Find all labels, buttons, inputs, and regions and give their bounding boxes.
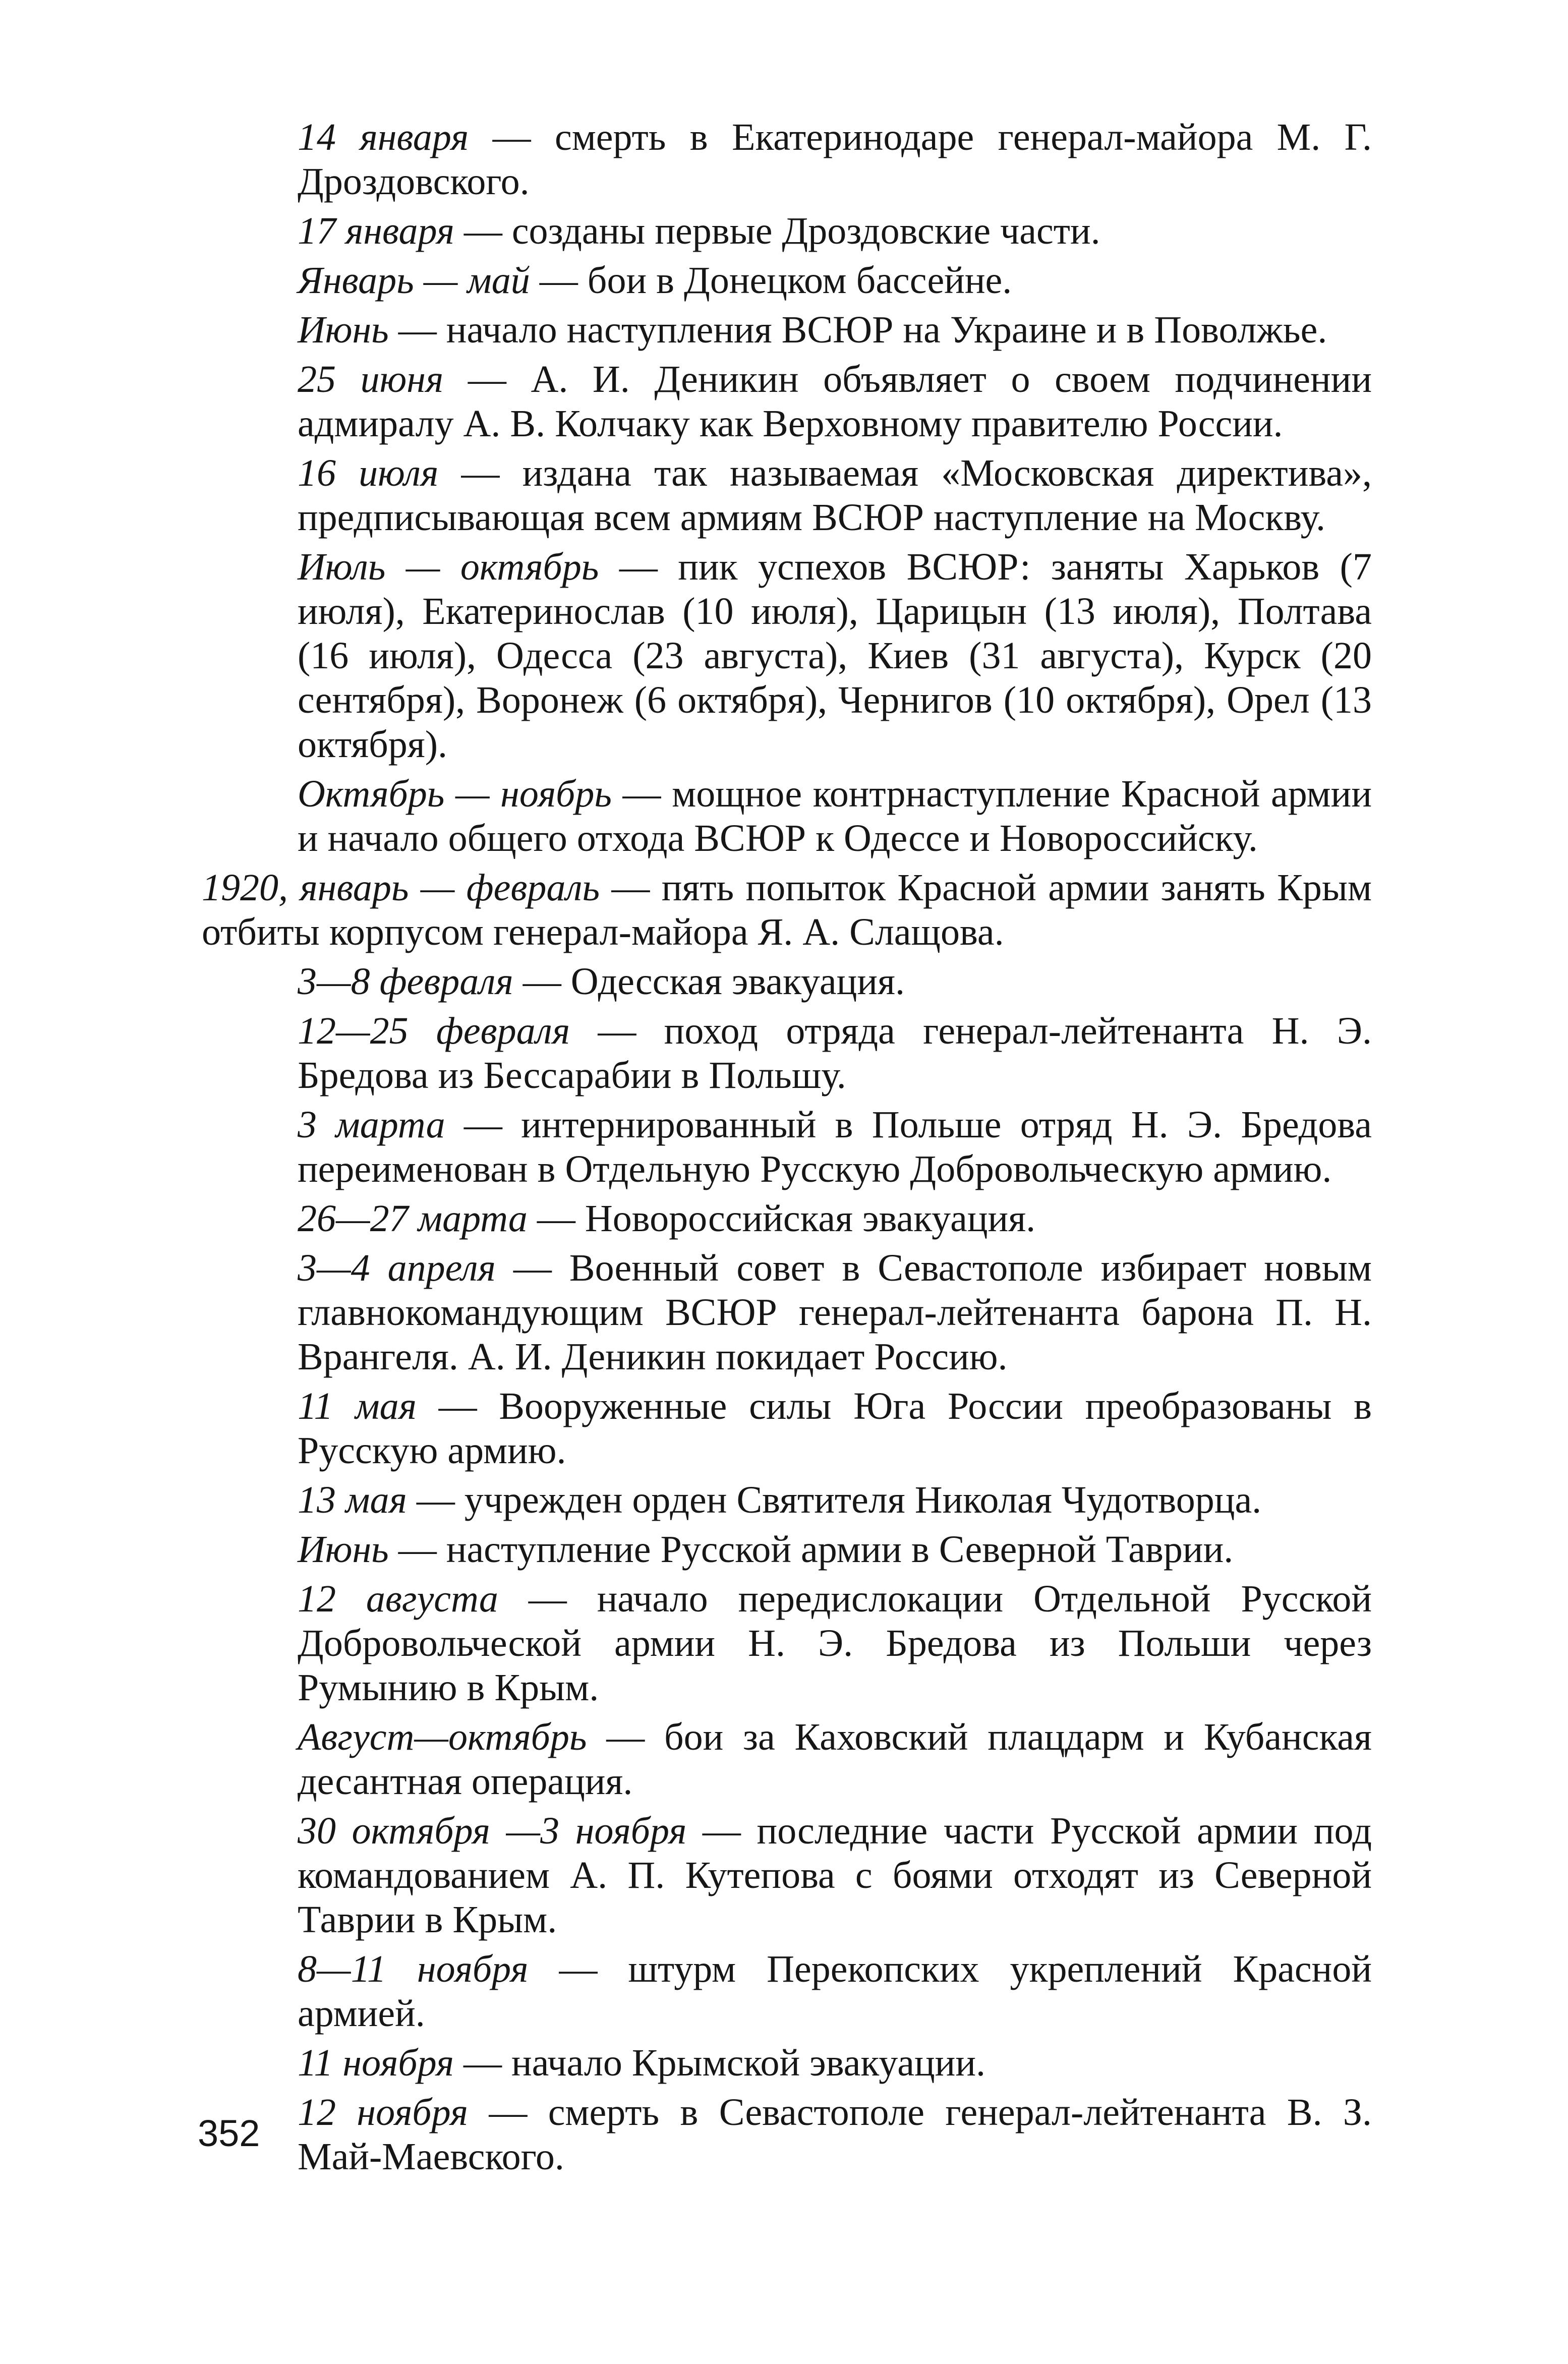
entry-text: — поход отряда генерал-лейтенанта Н. Э. Бредова из Бессарабии в Польшу.	[298, 1010, 1372, 1097]
entry-date: Август—октябрь	[298, 1716, 587, 1758]
entry-date: 1920, январь — февраль	[202, 867, 600, 909]
entry-date: Октябрь — ноябрь	[298, 773, 612, 815]
entry-date: 8—11 ноября	[298, 1948, 529, 1990]
entry-text: — бои за Каховский плацдарм и Кубанская десантная операция.	[298, 1716, 1372, 1803]
entry-date: 3—4 апреля	[298, 1247, 496, 1289]
chronology-year-entry	[202, 866, 1372, 954]
entry-date: 17 января	[298, 210, 454, 252]
chronology-entry	[298, 1196, 1372, 1241]
chronology-entry	[298, 772, 1372, 860]
chronology-entry	[298, 1103, 1372, 1191]
entry-text: — Военный совет в Севастополе избирает новым главнокомандующим ВСЮР генерал-лейтенанта барона П. Н. Врангеля. А. И. Деникин покидает Россию.	[298, 1247, 1372, 1378]
entry-date: 14 января	[298, 116, 469, 158]
chronology-entry	[298, 115, 1372, 204]
entry-date: 12—25 февраля	[298, 1010, 570, 1052]
entry-date: Июнь	[298, 1528, 389, 1571]
entry-text: — бои в Донецком бассейне.	[530, 259, 1012, 302]
entry-text: — интернированный в Польше отряд Н. Э. Бредова переименован в Отдельную Русскую Добровольческую армию.	[298, 1104, 1372, 1190]
entry-text: — издана так называемая «Московская директива», предписывающая всем армиям ВСЮР наступление на Москву.	[298, 452, 1372, 539]
chronology-entry	[298, 308, 1372, 352]
chronology-entry	[298, 1527, 1372, 1572]
entry-date: 3 марта	[298, 1104, 445, 1146]
entry-date: 30 октября —3 ноября	[298, 1810, 687, 1852]
entry-text: — Новороссийская эвакуация.	[527, 1197, 1036, 1240]
entry-text: — учрежден орден Святителя Николая Чудотворца.	[406, 1479, 1262, 1521]
chronology-entry	[298, 209, 1372, 253]
entry-text: — мощное контрнаступление Красной армии и начало общего отхода ВСЮР к Одессе и Новороссийску.	[298, 773, 1372, 859]
entry-date: Июль — октябрь	[298, 546, 599, 588]
entry-text: — смерть в Севастополе генерал-лейтенанта В. З. Май-Маевского.	[298, 2091, 1372, 2178]
entry-date: 11 ноября	[298, 2042, 454, 2084]
entry-date: 11 мая	[298, 1385, 417, 1427]
entry-text: — смерть в Екатеринодаре генерал-майора М. Г. Дроздовского.	[298, 116, 1372, 203]
entry-text: — последние части Русской армии под командованием А. П. Кутепова с боями отходят из Северной Таврии в Крым.	[298, 1810, 1372, 1941]
page-number: 352	[198, 2112, 260, 2154]
entry-text: — начало Крымской эвакуации.	[453, 2042, 985, 2084]
chronology-entry	[298, 1715, 1372, 1804]
entry-text: — начало передислокации Отдельной Русской Добровольческой армии Н. Э. Бредова из Польши через Румынию в Крым.	[298, 1578, 1372, 1709]
chronology-entry	[298, 1009, 1372, 1098]
chronology-entry	[298, 545, 1372, 767]
entry-text: — Вооруженные силы Юга России преобразованы в Русскую армию.	[298, 1385, 1372, 1472]
entry-text: — пик успехов ВСЮР: заняты Харьков (7 июля), Екатеринослав (10 июля), Царицын (13 июля), Полтава (16 июля), Одесса (23 августа), Киев (31 августа), Курск (20 сентября), Воронеж (6 октября), Чернигов (10 октября), Орел (13 октября).	[298, 546, 1372, 766]
entry-date: 3—8 февраля	[298, 960, 513, 1003]
entry-date: 26—27 марта	[298, 1197, 528, 1240]
chronology-entry	[298, 451, 1372, 540]
chronology-entry	[298, 2090, 1372, 2179]
entry-text: — А. И. Деникин объявляет о своем подчинении адмиралу А. В. Колчаку как Верховному правителю России.	[298, 358, 1372, 445]
entry-date: 12 августа	[298, 1578, 498, 1620]
chronology-entry	[298, 1947, 1372, 2036]
entry-date: 13 мая	[298, 1479, 407, 1521]
entry-text: — пять попыток Красной армии занять Крым отбиты корпусом генерал-майора Я. А. Слащова.	[202, 867, 1372, 953]
entry-date: 12 ноября	[298, 2091, 468, 2134]
entry-date: Январь — май	[298, 259, 530, 302]
chronology-entry	[298, 1384, 1372, 1473]
entry-text: — начало наступления ВСЮР на Украине и в Поволжье.	[388, 309, 1327, 351]
chronology-entry	[298, 2041, 1372, 2085]
entry-text: — штурм Перекопских укреплений Красной армией.	[298, 1948, 1372, 2035]
chronology-entry	[298, 1577, 1372, 1710]
chronology-entry	[298, 1246, 1372, 1379]
chronology-entry	[298, 258, 1372, 303]
entry-date: Июнь	[298, 309, 389, 351]
chronology-entry	[298, 1478, 1372, 1522]
entry-text: — наступление Русской армии в Северной Таврии.	[388, 1528, 1234, 1571]
entry-date: 16 июля	[298, 452, 439, 494]
chronology-entry	[298, 1809, 1372, 1942]
chronology-entry	[298, 959, 1372, 1004]
entry-text: — созданы первые Дроздовские части.	[454, 210, 1100, 252]
chronology-entry	[298, 357, 1372, 446]
entry-text: — Одесская эвакуация.	[513, 960, 905, 1003]
entry-date: 25 июня	[298, 358, 444, 400]
